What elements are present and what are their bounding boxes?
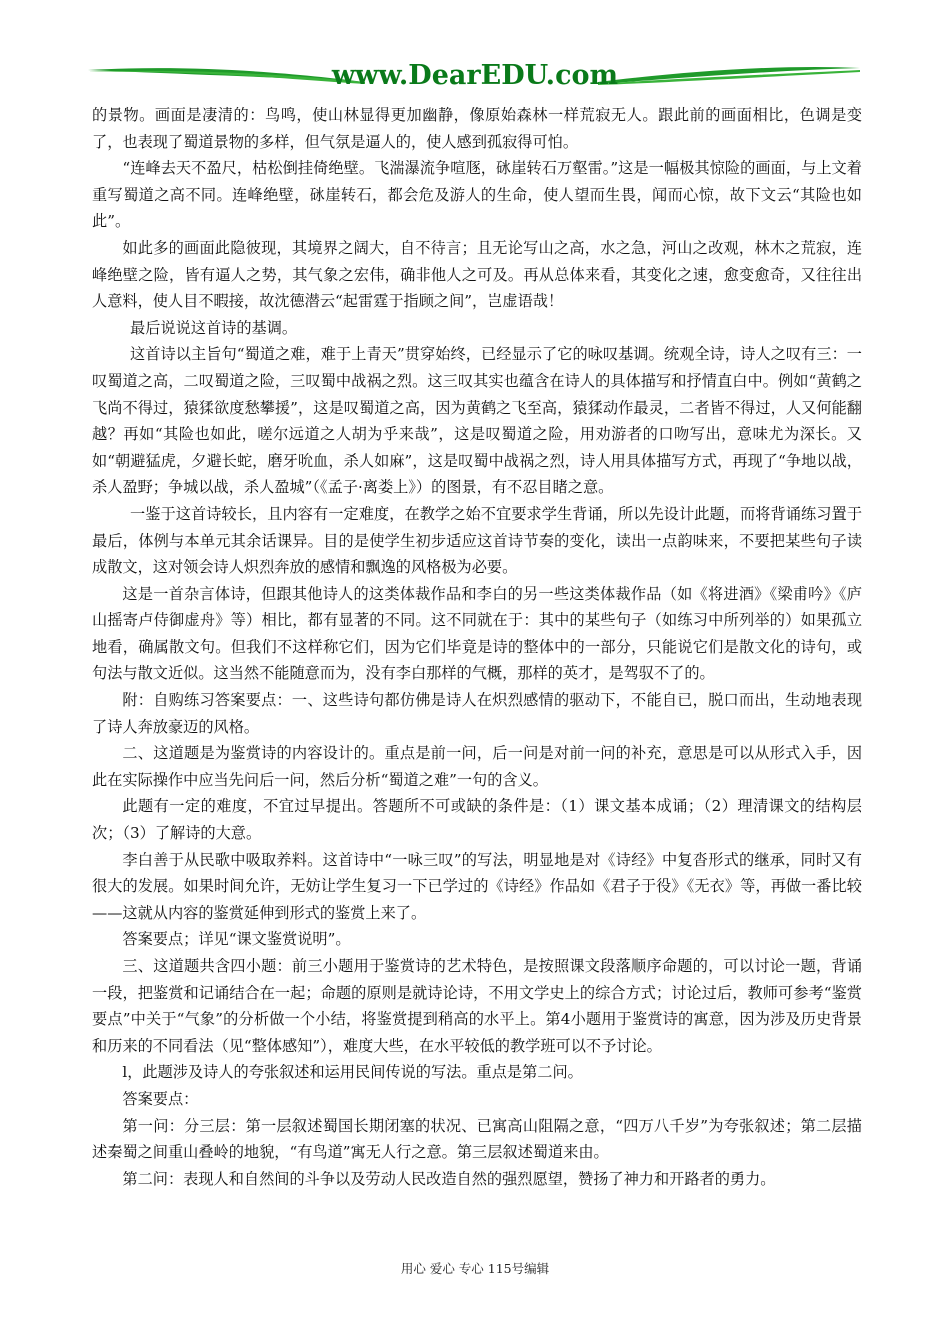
paragraph: 第一问：分三层：第一层叙述蜀国长期闭塞的状况、已寓高山阻隔之意，“四万八千岁”为夸张叙述；第二层描述秦蜀之间重山叠岭的地貌，“有鸟道”寓无人行之意。第三层叙述蜀道来由。 [92,1116,862,1162]
page-header [0,58,950,102]
site-logo[interactable]: www.DearEDU.com [331,60,619,91]
paragraph: 这首诗以主旨句“蜀道之难，难于上青天”贯穿始终，已经显示了它的咏叹基调。统观全诗，诗人之叹有三：一叹蜀道之高，二叹蜀道之险，三叹蜀中战祸之烈。这三叹其实也蕴含在诗人的具体描写和抒情直白中。例如“黄鹤之飞尚不得过，猿猱欲度愁攀援”，这是叹蜀道之高，因为黄鹤之飞至高，猿猱动作最灵，二者皆不得过，人又何能翻越？再如“其险也如此，嗟尔远道之人胡为乎来哉”，这是叹蜀道之险，用劝游者的口吻写出，意味尤为深长。又如“朝避猛虎，夕避长蛇，磨牙吮血，杀人如麻”，这是叹蜀中战祸之烈，诗人用具体描写方式，再现了“争地以战，杀人盈野；争城以战，杀人盈城”（《孟子·离娄上》）的图景，有不忍目睹之意。 [92,345,862,497]
paragraph: l，此题涉及诗人的夸张叙述和运用民间传说的写法。重点是第二问。 [122,1063,583,1082]
paragraph: “连峰去天不盈尺，枯松倒挂倚绝壁。飞湍瀑流争喧豗，砯崖转石万壑雷。”这是一幅极其惊险的画面，与上文着重写蜀道之高不同。连峰绝壁，砯崖转石，都会危及游人的生命，使人望而生畏，闻而心惊，故下文云“其险也如此”。 [92,159,862,231]
paragraph: 三、这道题共含四小题：前三小题用于鉴赏诗的艺术特色，是按照课文段落顺序命题的，可以讨论一题，背诵一段，把鉴赏和记诵结合在一起；命题的原则是就诗论诗，不用文学史上的综合方式；讨论过后，教师可参考“鉴赏要点”中关于“气象”的分析做一个小结，将鉴赏提到稍高的水平上。第4小题用于鉴赏诗的寓意，因为涉及历史背景和历来的不同看法（见“整体感知”），难度大些，在水平较低的教学班可以不予讨论。 [92,957,862,1055]
paragraph: 第二问：表现人和自然间的斗争以及劳动人民改造自然的强烈愿望，赞扬了神力和开路者的勇力。 [122,1169,776,1188]
paragraph: 答案要点： [122,1089,199,1108]
paragraph: 如此多的画面此隐彼现，其境界之阔大，自不待言；且无论写山之高，水之急，河山之改观，林木之荒寂，连峰绝壁之险，皆有逼人之势，其气象之宏伟，确非他人之可及。再从总体来看，其变化之速，愈变愈奇，又往往出人意料，使人目不暇接，故沈德潜云“起雷霆于指顾之间”，岂虚语哉！ [92,238,862,311]
page-footer: 用心 爱心 专心 115号编辑 [400,1261,550,1276]
document-body [92,102,862,1192]
paragraph: 附：自购练习答案要点：一、这些诗句都仿佛是诗人在炽烈感情的驱动下，不能自已，脱口而出，生动地表现了诗人奔放豪迈的风格。 [92,691,862,736]
paragraph: 的景物。画面是凄清的：鸟鸣，使山林显得更加幽静，像原始森林一样荒寂无人。跟此前的画面相比，色调是变了，也表现了蜀道景物的多样，但气氛是逼人的，使人感到孤寂得可怕。 [92,106,862,151]
paragraph: 这是一首杂言体诗，但跟其他诗人的这类体裁作品和李白的另一些这类体裁作品（如《将进酒》《梁甫吟》《庐山摇寄卢侍御虚舟》等）相比，都有显著的不同。这不同就在于：其中的某些句子（如练习中所列举的）如果孤立地看，确属散文句。但我们不这样称它们，因为它们毕竟是诗的整体中的一部分，只能说它们是散文化的诗句，或句法与散文近似。这当然不能随意而为，没有李白那样的气概，那样的英才，是驾驭不了的。 [92,584,862,683]
paragraph: 最后说说这首诗的基调。 [130,318,298,337]
paragraph: 答案要点；详见“课文鉴赏说明”。 [122,930,351,949]
paragraph: 一鉴于这首诗较长，且内容有一定难度，在教学之始不宜要求学生背诵，所以先设计此题，而将背诵练习置于最后，体例与本单元其余话课异。目的是使学生初步适应这首诗节奏的变化，读出一点韵味来，不要把某些句子读成散文，这对领会诗人炽烈奔放的感情和飘逸的风格极为必要。 [92,504,862,577]
paragraph: 二、这道题是为鉴赏诗的内容设计的。重点是前一问，后一问是对前一问的补充，意思是可以从形式入手，因此在实际操作中应当先问后一问，然后分析“蜀道之难”一句的含义。 [92,744,862,789]
paragraph: 此题有一定的难度，不宜过早提出。答题所不可或缺的条件是：（1）课文基本成诵；（2）理清课文的结构层次；（3）了解诗的大意。 [92,797,862,843]
paragraph: 李白善于从民歌中吸取养料。这首诗中“一咏三叹”的写法，明显地是对《诗经》中复沓形式的继承，同时又有很大的发展。如果时间允许，无妨让学生复习一下已学过的《诗经》作品如《君子于役》《无衣》等，再做一番比较——这就从内容的鉴赏延伸到形式的鉴赏上来了。 [92,850,862,922]
